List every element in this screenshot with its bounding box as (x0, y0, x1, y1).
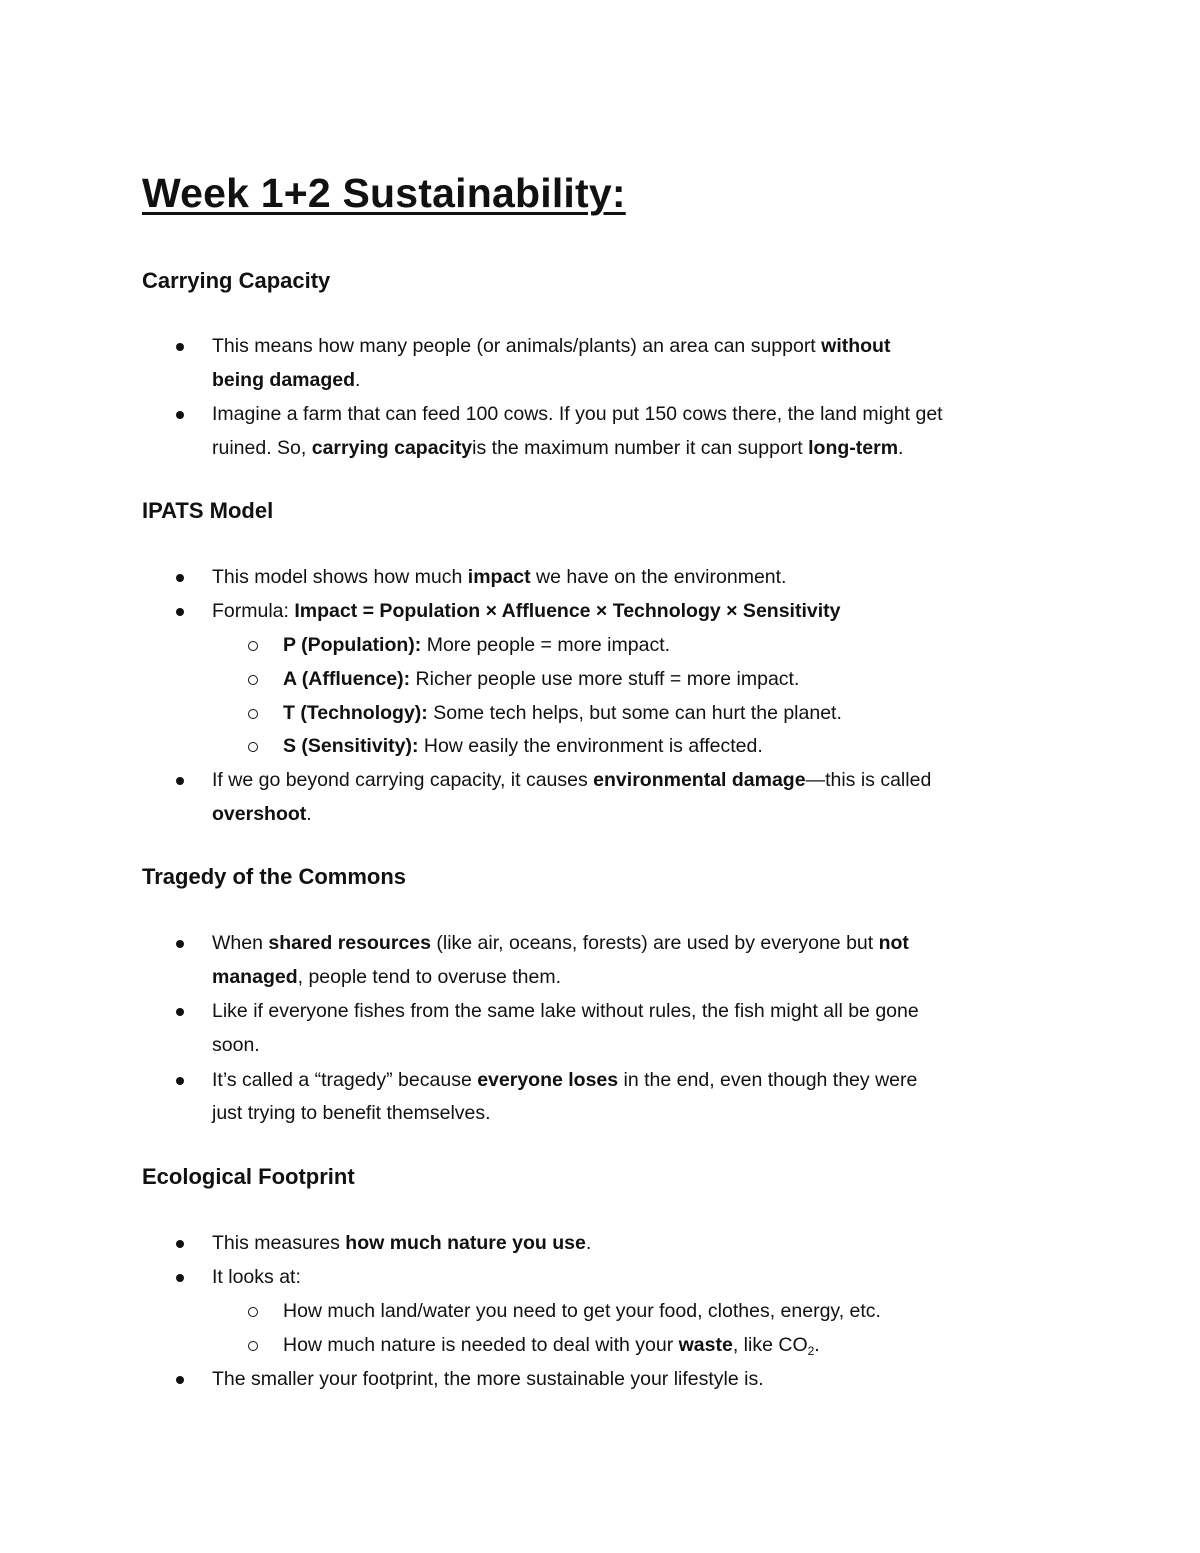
circle-bullet-icon (248, 675, 258, 685)
heading-ipats-model: IPATS Model (142, 498, 274, 523)
list-item: This model shows how much impact we have on the environment. (212, 566, 787, 588)
list-item: This measures how much nature you use. (212, 1232, 592, 1254)
sub-list-item: P (Population): More people = more impact. (283, 634, 671, 656)
list-item-continuation: soon. (212, 1034, 260, 1056)
heading-carrying-capacity: Carrying Capacity (142, 268, 331, 293)
circle-bullet-icon (248, 742, 258, 752)
bullet-icon (176, 608, 184, 616)
list-item-continuation: overshoot. (212, 803, 312, 825)
circle-bullet-icon (248, 709, 258, 719)
list-item: It looks at: (212, 1266, 301, 1288)
list-item: Formula: Impact = Population × Affluence × Technology × Sensitivity (212, 600, 841, 622)
list-item-continuation: being damaged. (212, 369, 361, 391)
list-item: The smaller your footprint, the more sustainable your lifestyle is. (212, 1368, 764, 1390)
sub-list-item: T (Technology): Some tech helps, but some can hurt the planet. (283, 702, 842, 724)
circle-bullet-icon (248, 1307, 258, 1317)
bullet-icon (176, 1008, 184, 1016)
bullet-icon (176, 1376, 184, 1384)
circle-bullet-icon (248, 1341, 258, 1351)
list-item: When shared resources (like air, oceans, forests) are used by everyone but not (212, 932, 909, 954)
bullet-icon (176, 940, 184, 948)
page-title: Week 1+2 Sustainability: (142, 170, 626, 216)
bullet-icon (176, 777, 184, 785)
bullet-icon (176, 1274, 184, 1282)
list-item: Like if everyone fishes from the same lake without rules, the fish might all be gone (212, 1000, 919, 1022)
sub-list-item: A (Affluence): Richer people use more stuff = more impact. (283, 668, 800, 690)
list-item: Imagine a farm that can feed 100 cows. If you put 150 cows there, the land might get (212, 403, 943, 425)
heading-ecological-footprint: Ecological Footprint (142, 1164, 355, 1189)
circle-bullet-icon (248, 641, 258, 651)
list-item: If we go beyond carrying capacity, it causes environmental damage—this is called (212, 769, 932, 791)
bullet-icon (176, 343, 184, 351)
list-item: It’s called a “tragedy” because everyone loses in the end, even though they were (212, 1069, 918, 1091)
sub-list-item: How much land/water you need to get your food, clothes, energy, etc. (283, 1300, 881, 1322)
bullet-icon (176, 1077, 184, 1085)
bullet-icon (176, 1240, 184, 1248)
bullet-icon (176, 411, 184, 419)
sub-list-item: How much nature is needed to deal with your waste, like $CO_2$. (283, 1334, 820, 1358)
list-item: This means how many people (or animals/plants) an area can support without (212, 335, 891, 357)
list-item-continuation: just trying to benefit themselves. (212, 1102, 491, 1124)
list-item-continuation: ruined. So, carrying capacityis the maximum number it can support long-term. (212, 437, 904, 459)
bullet-icon (176, 574, 184, 582)
heading-tragedy-of-the-commons: Tragedy of the Commons (142, 864, 407, 889)
list-item-continuation: managed, people tend to overuse them. (212, 966, 562, 988)
sub-list-item: S (Sensitivity): How easily the environment is affected. (283, 735, 763, 757)
